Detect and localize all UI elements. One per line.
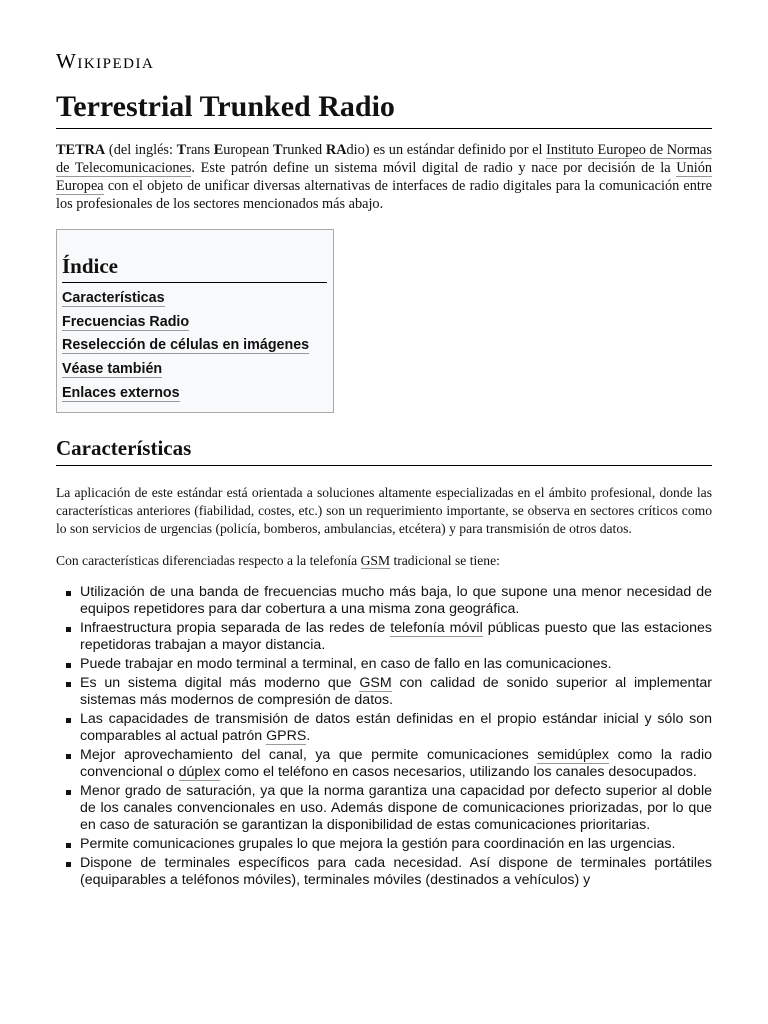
list-item-text: Menor grado de saturación, ya que la norma garantiza una capacidad por defecto superior al doble de los canales convencionales en uso. Además dispone de comunicaciones priorizadas, por lo que en caso de saturación se garantizan la disponibilidad de estas comunicaciones prioritarias. xyxy=(80,782,712,833)
wikipedia-logo[interactable] xyxy=(56,50,712,72)
page-title: Terrestrial Trunked Radio xyxy=(56,88,712,129)
list-item xyxy=(80,836,712,853)
table-of-contents xyxy=(56,229,334,413)
section-paragraph-2 xyxy=(56,552,712,570)
list-item-text: Mejor aprovechamiento del canal, ya que permite comunicaciones xyxy=(80,746,538,763)
link-etsi[interactable]: Instituto Europeo de Normas de Telecomunicaciones xyxy=(56,142,712,176)
lead-text: con el objeto de unificar diversas alternativas de interfaces de radio digitales para la comunicación entre los profesionales de los sectores mencionados más abajo. xyxy=(56,178,712,212)
toc-item-label: Véase también xyxy=(62,361,163,378)
bullet-icon xyxy=(66,843,71,848)
list-item xyxy=(80,747,712,781)
list-item xyxy=(80,855,712,889)
toc-item-label: Reselección de células en imágenes xyxy=(62,337,310,354)
toc-list xyxy=(62,287,333,406)
list-item xyxy=(80,783,712,834)
list-item-text: Puede trabajar en modo terminal a terminal, en caso de fallo en las comunicaciones. xyxy=(80,655,612,672)
bullet-icon xyxy=(66,663,71,668)
lead-text: runked xyxy=(282,142,326,158)
list-item xyxy=(80,584,712,618)
acronym-letter: RA xyxy=(325,142,347,158)
list-item-text: con calidad de sonido superior al implementar sistemas más modernos de compresión de datos. xyxy=(80,674,712,708)
bullet-icon xyxy=(66,591,71,596)
bullet-icon xyxy=(66,682,71,687)
toc-item-frecuencias-radio[interactable] xyxy=(62,311,333,335)
list-item-text: Es un sistema digital más moderno que xyxy=(80,674,360,691)
lead-text: . Este patrón define un sistema móvil digital de radio y nace por decisión de la xyxy=(191,160,677,176)
bullet-icon xyxy=(66,790,71,795)
toc-item-vease-tambien[interactable] xyxy=(62,358,333,382)
article-page xyxy=(56,0,712,889)
toc-item-enlaces-externos[interactable] xyxy=(62,382,333,406)
link-semiduplex[interactable]: semidúplex xyxy=(537,746,610,763)
toc-item-label: Frecuencias Radio xyxy=(62,313,190,330)
acronym-letter: E xyxy=(213,142,224,158)
features-list xyxy=(56,584,712,889)
bullet-icon xyxy=(66,627,71,632)
toc-item-caracteristicas[interactable] xyxy=(62,287,333,311)
paragraph-text: Con características diferenciadas respecto a la telefonía xyxy=(56,552,361,568)
lead-bold-term: TETRA xyxy=(56,142,106,158)
toc-item-label: Características xyxy=(62,290,165,306)
bullet-icon xyxy=(66,862,71,867)
toc-item-label: Enlaces externos xyxy=(62,384,180,401)
list-item-text: Infraestructura propia separada de las redes de xyxy=(80,619,391,636)
bullet-icon xyxy=(66,718,71,723)
list-item-text: Utilización de una banda de frecuencias mucho más baja, lo que supone una menor necesidad de equipos repetidores para dar cobertura a una misma zona geográfica. xyxy=(80,583,712,617)
list-item-text: Las capacidades de transmisión de datos están definidas en el propio estándar inicial y sólo son comparables al actual patrón xyxy=(80,710,712,744)
link-gprs[interactable]: GPRS xyxy=(266,727,307,744)
acronym-letter: T xyxy=(272,142,283,158)
list-item-text: . xyxy=(306,727,311,744)
list-item-text: Dispone de terminales específicos para cada necesidad. Así dispone de terminales portátiles (equiparables a teléfonos móviles), terminales móviles (destinados a vehículos) y xyxy=(80,854,712,888)
list-item xyxy=(80,675,712,709)
lead-text: rans xyxy=(186,142,214,158)
toc-heading: Índice xyxy=(62,250,327,283)
list-item-text: como la radio convencional o xyxy=(80,746,712,780)
list-item-text: como el teléfono en casos necesarios, utilizando los canales desocupados. xyxy=(220,763,697,780)
list-item xyxy=(80,620,712,654)
list-item-text: públicas puesto que las estaciones repetidoras trabajan a mayor distancia. xyxy=(80,619,712,653)
link-telefonia-movil[interactable]: telefonía móvil xyxy=(390,619,483,636)
list-item xyxy=(80,711,712,745)
list-item-text: Permite comunicaciones grupales lo que mejora la gestión para coordinación en las urgencias. xyxy=(80,835,676,852)
link-gsm-2[interactable]: GSM xyxy=(359,674,392,691)
list-item xyxy=(80,656,712,673)
toc-item-reseleccion[interactable] xyxy=(62,334,333,358)
link-gsm[interactable]: GSM xyxy=(360,552,391,568)
link-duplex[interactable]: dúplex xyxy=(178,763,221,780)
section-paragraph-1: La aplicación de este estándar está orientada a soluciones altamente especializadas en el ámbito profesional, donde las características anteriores (fiabilidad, costes, etc.) son un requerimiento importante, se observa en sectores críticos como lo son servicios de urgencias (policía, bomberos, ambulancias, etcétera) y para transmisión de otros datos. xyxy=(56,484,712,536)
lead-text: uropean xyxy=(223,142,273,158)
section-heading-caracteristicas: Características xyxy=(56,433,712,466)
lead-text: (del inglés: xyxy=(105,142,177,158)
logo-text: Wikipedia xyxy=(56,49,155,73)
acronym-letter: T xyxy=(176,142,187,158)
link-union-europea[interactable]: Unión Europea xyxy=(56,160,712,194)
lead-text: dio) es un estándar definido por el xyxy=(346,142,547,158)
paragraph-text: tradicional se tiene: xyxy=(390,552,500,568)
bullet-icon xyxy=(66,754,71,759)
lead-paragraph xyxy=(56,141,712,213)
